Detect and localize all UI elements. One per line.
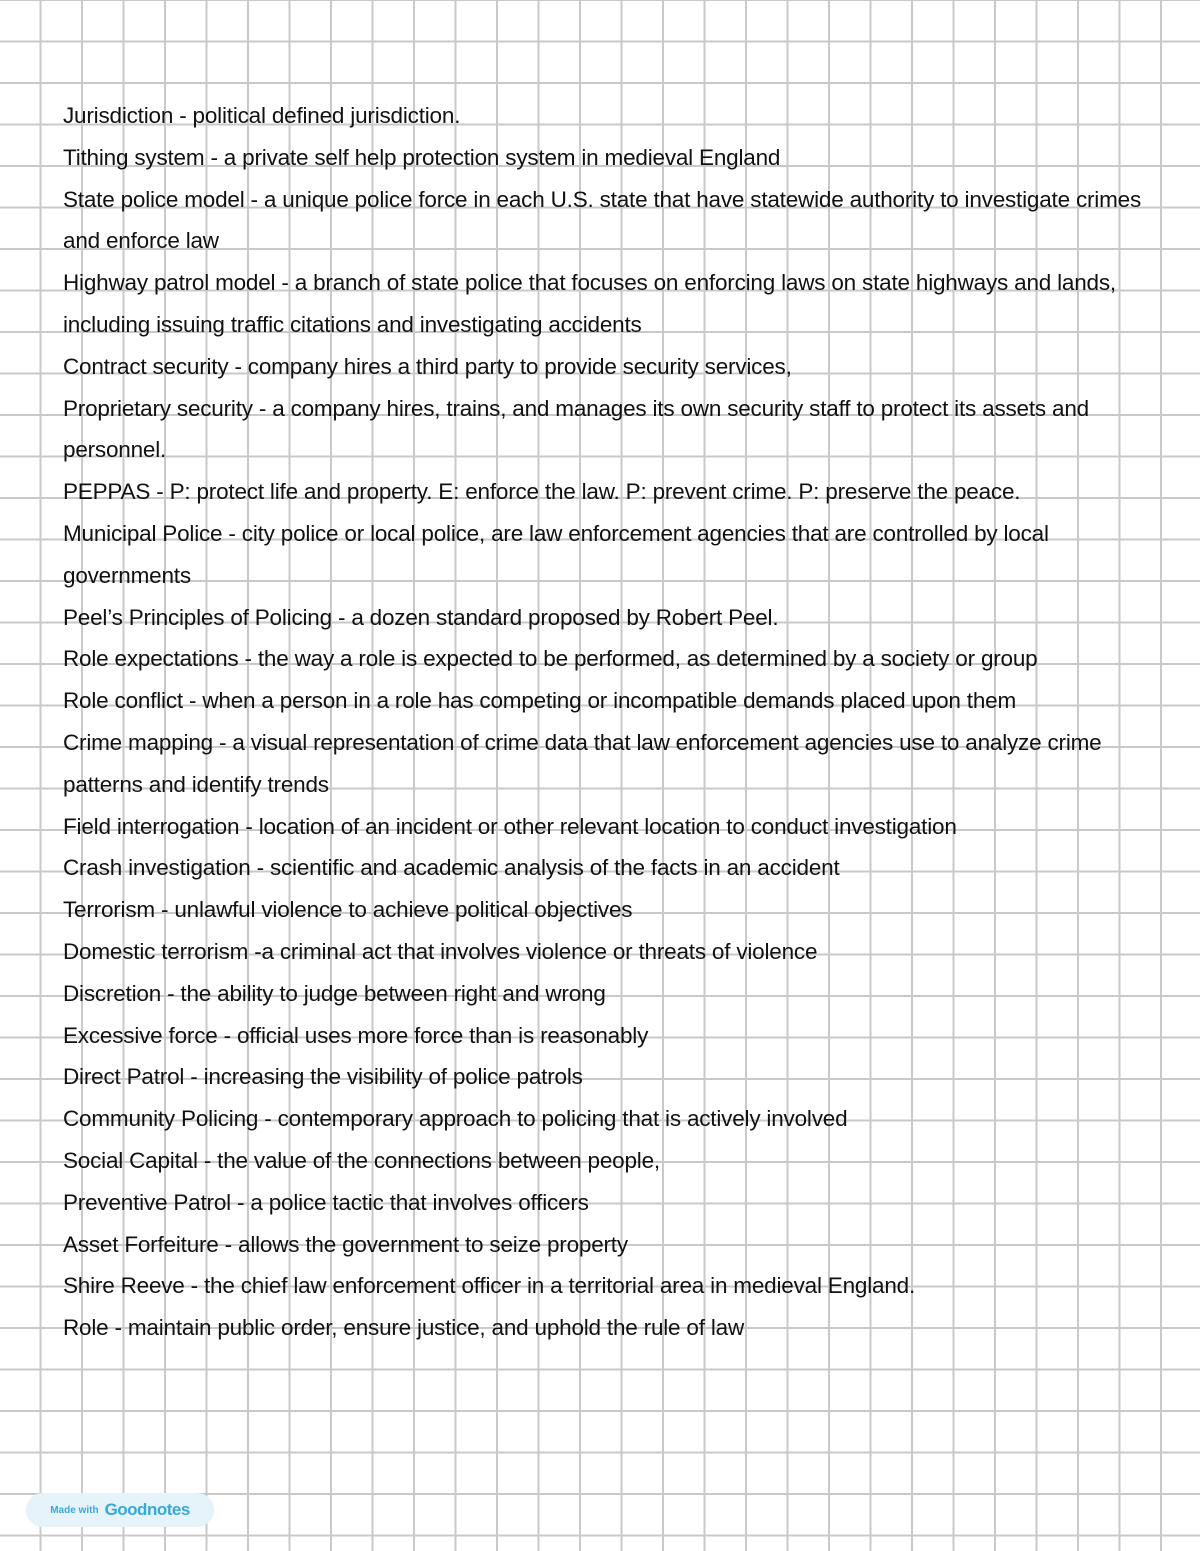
- note-line: Contract security - company hires a third party to provide security services,: [63, 353, 792, 379]
- note-line: Crash investigation - scientific and academic analysis of the facts in an accident: [63, 855, 840, 881]
- note-line: Municipal Police - city police or local police, are law enforcement agencies that are controlled by local governments: [63, 520, 1049, 588]
- note-line: Tithing system - a private self help protection system in medieval England: [63, 144, 781, 170]
- note-line: PEPPAS - P: protect life and property. E: enforce the law. P: prevent crime. P: preserve the peace.: [63, 479, 1021, 505]
- note-line: Domestic terrorism -a criminal act that involves violence or threats of violence: [63, 938, 818, 964]
- notes-list: [63, 95, 1153, 1349]
- made-with-goodnotes-badge: [26, 1493, 214, 1527]
- note-line: Proprietary security - a company hires, trains, and manages its own security staff to protect its assets and personnel.: [63, 395, 1089, 463]
- note-line: Shire Reeve - the chief law enforcement officer in a territorial area in medieval England.: [63, 1273, 916, 1299]
- note-line: Discretion - the ability to judge between right and wrong: [63, 980, 606, 1006]
- note-line: Peel’s Principles of Policing - a dozen standard proposed by Robert Peel.: [63, 604, 779, 630]
- goodnotes-logo: Goodnotes: [104, 1500, 190, 1519]
- note-line: Role conflict - when a person in a role has competing or incompatible demands placed upon them: [63, 688, 1017, 714]
- note-line: Asset Forfeiture - allows the government to seize property: [63, 1231, 628, 1257]
- note-line: Terrorism - unlawful violence to achieve political objectives: [63, 897, 633, 923]
- note-line: Role expectations - the way a role is expected to be performed, as determined by a society or group: [63, 646, 1038, 672]
- note-line: State police model - a unique police force in each U.S. state that have statewide authority to investigate crimes and enforce law: [63, 186, 1141, 254]
- note-line: Excessive force - official uses more force than is reasonably: [63, 1022, 649, 1048]
- note-line: Field interrogation - location of an incident or other relevant location to conduct investigation: [63, 813, 957, 839]
- note-line: Highway patrol model - a branch of state police that focuses on enforcing laws on state highways and lands, including issuing traffic citations and investigating accidents: [63, 270, 1116, 337]
- note-line: Role - maintain public order, ensure justice, and uphold the rule of law: [63, 1315, 745, 1341]
- note-line: Direct Patrol - increasing the visibility of police patrols: [63, 1064, 583, 1090]
- note-line: Crime mapping - a visual representation of crime data that law enforcement agencies use to analyze crime patterns and identify trends: [63, 729, 1102, 797]
- badge-prefix: Made with: [50, 1504, 99, 1516]
- note-line: Preventive Patrol - a police tactic that involves officers: [63, 1189, 589, 1215]
- note-line: Jurisdiction - political defined jurisdiction.: [63, 103, 461, 128]
- note-line: Social Capital - the value of the connections between people,: [63, 1147, 660, 1173]
- note-line: Community Policing - contemporary approach to policing that is actively involved: [63, 1106, 848, 1132]
